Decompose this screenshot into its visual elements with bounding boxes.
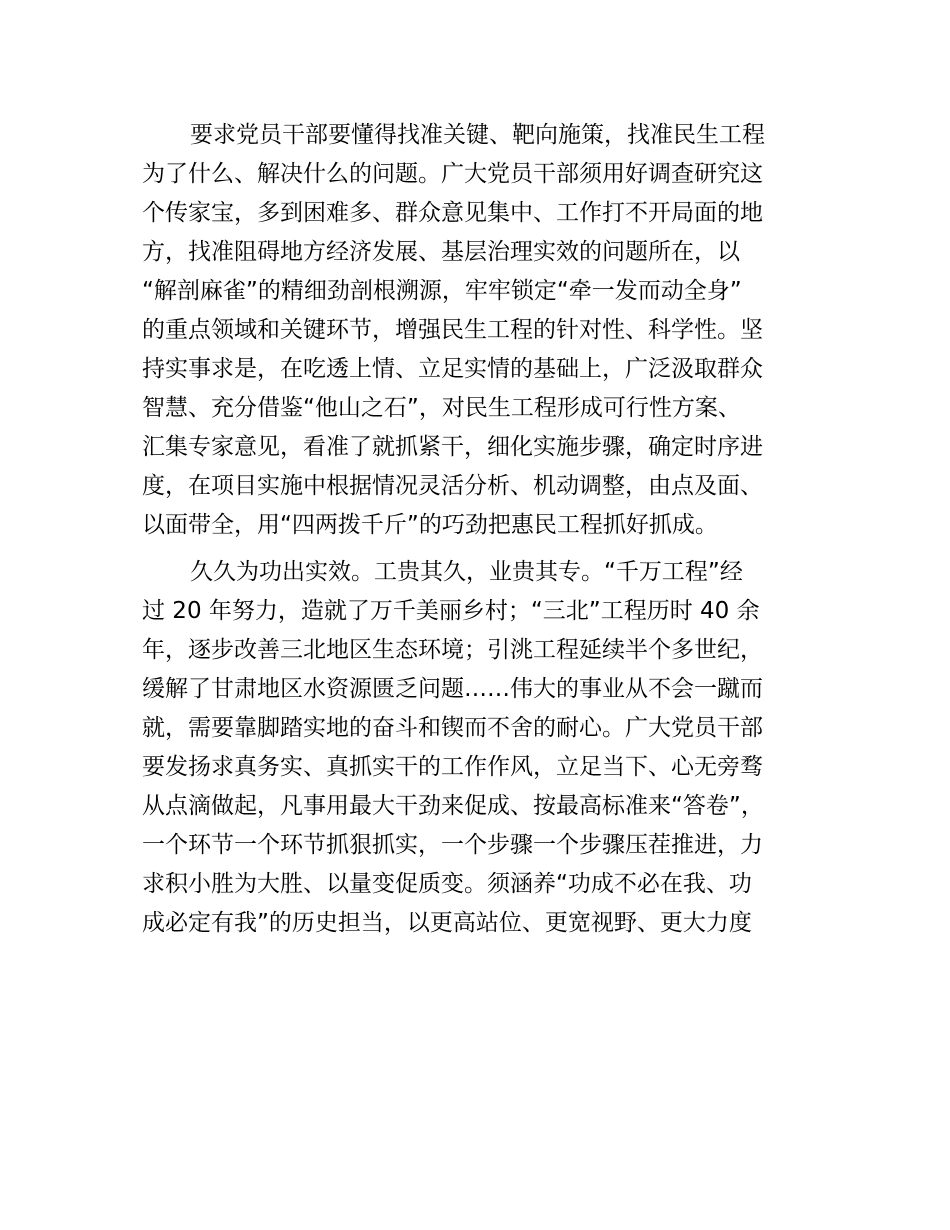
paragraph-line: 方，找准阻碍地方经济发展、基层治理实效的问题所在，以 [142,239,740,265]
paragraph-line: 成必定有我”的历史担当，以更高站位、更宽视野、更大力度 [142,910,752,936]
paragraph-line: 求积小胜为大胜、以量变促质变。须涵养“功成不必在我、功 [142,871,752,897]
paragraph-line: 缓解了甘肃地区水资源匮乏问题……伟大的事业从不会一蹴而 [142,676,763,702]
paragraph-line: 要求党员干部要懂得找准关键、靶向施策，找准民生工程 [190,122,765,148]
paragraph-line: 要发扬求真务实、真抓实干的工作作风，立足当下、心无旁骛 [142,754,763,780]
paragraph-line: 的重点领域和关键环节，增强民生工程的针对性、科学性。坚 [142,317,763,343]
paragraph-line: 一个环节一个环节抓狠抓实，一个步骤一个步骤压茬推进，力 [142,832,763,858]
paragraph-line: 汇集专家意见，看准了就抓紧干，细化实施步骤，确定时序进 [142,434,763,460]
paragraph-1 [142,116,822,545]
paragraph-2 [142,553,822,943]
paragraph-line: 度，在项目实施中根据情况灵活分析、机动调整，由点及面、 [142,473,763,499]
paragraph-line: 智慧、充分借鉴“他山之石”，对民生工程形成可行性方案、 [142,395,741,421]
paragraph-line: 以面带全，用“四两拨千斤”的巧劲把惠民工程抓好抓成。 [142,512,718,538]
paragraph-line: “解剖麻雀”的精细劲剖根溯源，牢牢锁定“牵一发而动全身” [142,278,742,304]
paragraph-line: 为了什么、解决什么的问题。广大党员干部须用好调查研究这 [142,161,763,187]
paragraph-line: 就，需要靠脚踏实地的奋斗和锲而不舍的耐心。广大党员干部 [142,715,763,741]
paragraph-line: 过 20 年努力，造就了万千美丽乡村；“三北”工程历时 40 余 [142,598,760,624]
paragraph-line: 个传家宝，多到困难多、群众意见集中、工作打不开局面的地 [142,200,763,226]
paragraph-line: 年，逐步改善三北地区生态环境；引洮工程延续半个多世纪， [142,637,763,663]
paragraph-line: 久久为功出实效。工贵其久，业贵其专。“千万工程”经 [190,559,743,585]
document-body [142,116,822,943]
paragraph-line: 从点滴做起，凡事用最大干劲来促成、按最高标准来“答卷”， [142,793,764,819]
paragraph-line: 持实事求是，在吃透上情、立足实情的基础上，广泛汲取群众 [142,356,763,382]
